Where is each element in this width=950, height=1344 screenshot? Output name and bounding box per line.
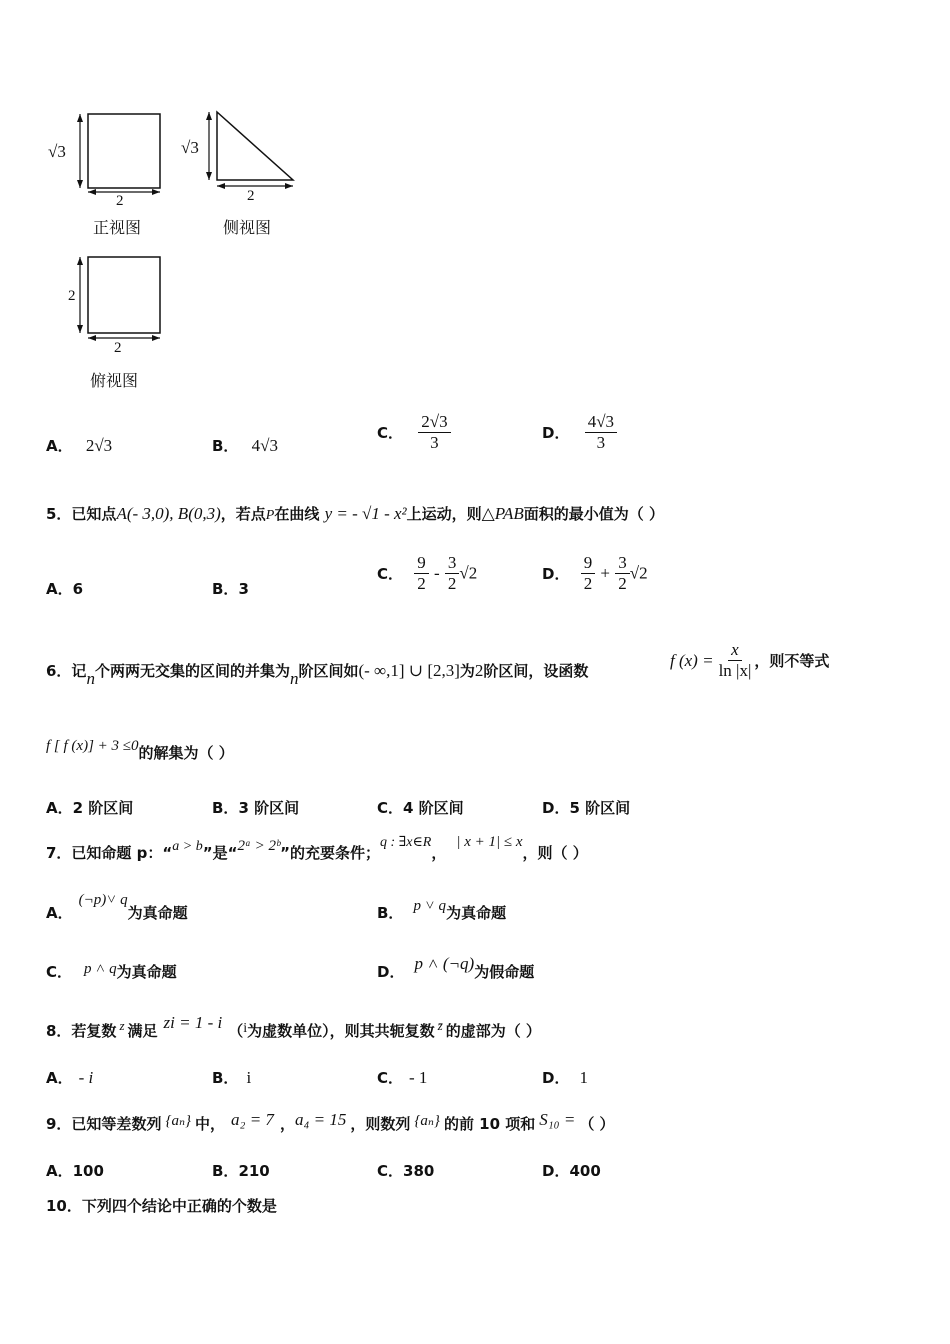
q7-quote: “ [227, 844, 238, 862]
q8-z: z [119, 1018, 125, 1033]
question-7 [46, 834, 588, 863]
q8-option-c[interactable] [377, 1067, 427, 1088]
q8-text: 的虚部为（ ） [445, 1022, 541, 1040]
fraction [414, 553, 429, 594]
q5-point-p: P [265, 508, 275, 523]
q6-inequality-line [46, 738, 234, 763]
q7-text: ， [431, 844, 447, 862]
q6-option-d[interactable] [542, 797, 630, 818]
fraction [585, 412, 617, 453]
q6-text: 的解集为（ ） [138, 744, 234, 762]
option-value: 为假命题 [474, 963, 535, 981]
q5-text: ，若点 [220, 505, 266, 523]
option-letter: B． [212, 799, 239, 817]
option-letter: A． [46, 437, 73, 455]
q7-expr: p ˄ q [84, 961, 117, 977]
fraction-numerator: x [728, 640, 742, 661]
option-value: 3 阶区间 [238, 799, 300, 817]
fraction-denominator: 2 [447, 574, 457, 593]
option-value: 210 [238, 1162, 270, 1180]
q7-quote: ” [202, 844, 213, 862]
option-value: 1 [579, 1068, 588, 1087]
question-6 [46, 660, 589, 688]
q5-option-c[interactable] [377, 553, 477, 594]
q7-quote: “ [162, 844, 173, 862]
q7-expr: p ˅ q [413, 898, 447, 914]
top-dim-left: 2 [68, 288, 76, 304]
q8-equation: zi = 1 - i [163, 1013, 223, 1032]
top-view-drawing [40, 245, 180, 350]
fraction-denominator: 2 [583, 574, 593, 593]
q8-text: 8．若复数 [46, 1022, 117, 1040]
fraction-numerator: 3 [615, 553, 630, 574]
question-5 [46, 503, 664, 524]
option-letter: D． [542, 565, 570, 583]
q6-interval: (- ∞,1] ∪ [2,3] [358, 661, 460, 680]
q4-option-a[interactable] [46, 435, 112, 456]
option-letter: A． [46, 1162, 73, 1180]
q5-text: 面积的最小值为（ ） [523, 505, 664, 523]
q8-option-b[interactable] [212, 1067, 251, 1088]
option-letter: C． [377, 1162, 404, 1180]
q5-text: 上运动，则 [406, 505, 482, 523]
option-letter: A． [46, 1069, 73, 1087]
option-letter: A． [46, 799, 73, 817]
option-value: 380 [403, 1162, 435, 1180]
front-dim-left: √3 [48, 142, 66, 161]
option-value: 3 [238, 580, 249, 598]
q9-s10: S₁₀ = [539, 1110, 576, 1129]
q7-text: 7．已知命题 p： [46, 844, 163, 862]
option-letter: D． [542, 799, 570, 817]
top-dim-bottom: 2 [114, 340, 122, 356]
side-view-figure [175, 100, 315, 240]
fraction [418, 412, 450, 453]
option-value: 4 阶区间 [403, 799, 464, 817]
q9-sequence: {aₙ} [414, 1113, 440, 1129]
q7-q: q : ∃x∈R [379, 835, 432, 850]
q6-text: 阶区间，设函数 [483, 662, 589, 680]
option-letter: C． [377, 799, 404, 817]
q7-expr: (¬p)˅ q [78, 892, 128, 908]
option-value: 为真命题 [446, 904, 507, 922]
q9-text: 的前 10 项和 [443, 1115, 536, 1133]
q9-text: ， [279, 1115, 295, 1133]
q6-text: 阶区间如 [298, 662, 359, 680]
option-letter: A． [46, 580, 73, 598]
q5-triangle: △PAB [481, 504, 524, 523]
q8-option-a[interactable] [46, 1067, 93, 1088]
q8-i: i [243, 1021, 248, 1036]
fraction-numerator: 4√3 [585, 412, 617, 433]
side-view-label: 侧视图 [223, 218, 272, 237]
q9-a4: a₄ = 15 [294, 1110, 347, 1129]
q7-abs: | x + 1| ≤ x [456, 834, 523, 850]
q9-text: 中， [195, 1115, 226, 1133]
option-letter: B． [377, 904, 404, 922]
fraction [615, 553, 630, 594]
fraction-denominator: 3 [430, 433, 439, 452]
q6-function [670, 640, 829, 681]
option-letter: B． [212, 1069, 239, 1087]
q7-expr: p ˄ (¬q) [414, 954, 475, 973]
q9-text: ，则数列 [350, 1115, 411, 1133]
q8-text: （ [228, 1022, 244, 1040]
q9-option-a[interactable] [46, 1160, 104, 1181]
option-value: 5 阶区间 [569, 799, 631, 817]
q9-option-c[interactable] [377, 1160, 434, 1181]
q6-n: n [86, 669, 95, 688]
option-letter: D． [377, 963, 405, 981]
q6-inequality: f [ f (x)] + 3 ≤0 [46, 738, 139, 754]
option-letter: B． [212, 437, 239, 455]
q6-text: 6．记 [46, 662, 87, 680]
front-view-figure [40, 100, 180, 240]
option-value: 2√3 [85, 436, 113, 455]
option-value: 为真命题 [116, 963, 177, 981]
option-letter: C． [377, 424, 404, 442]
fraction-denominator: ln |x| [718, 661, 752, 680]
q9-option-b[interactable] [212, 1160, 270, 1181]
question-9 [46, 1110, 615, 1134]
option-letter: D． [542, 1162, 570, 1180]
q4-option-d[interactable] [542, 412, 617, 453]
option-letter: B． [212, 1162, 239, 1180]
q8-option-d[interactable] [542, 1067, 588, 1088]
q5-curve: y = - √1 - x² [324, 504, 407, 523]
fraction-denominator: 2 [417, 574, 426, 593]
q5-option-d[interactable] [542, 553, 648, 594]
q8-zbar: z̄ [437, 1018, 443, 1033]
q7-option-d[interactable] [377, 954, 535, 982]
q6-text: ，则不等式 [754, 652, 830, 670]
option-value: 为真命题 [127, 904, 188, 922]
q6-text: 为 [459, 662, 475, 680]
q6-fx: f (x) = [670, 650, 714, 670]
option-letter: A． [46, 904, 73, 922]
q6-n: n [289, 669, 299, 688]
q8-text: 满足 [127, 1022, 158, 1040]
front-dim-bottom: 2 [116, 193, 124, 209]
fraction-numerator: 9 [581, 553, 596, 574]
q8-text: 为虚数单位），则其共轭复数 [247, 1022, 435, 1040]
operator: - [433, 563, 440, 583]
q7-option-a[interactable] [46, 892, 188, 923]
q6-option-a[interactable] [46, 797, 133, 818]
front-view-label: 正视图 [93, 218, 142, 237]
fraction-denominator: 2 [618, 574, 627, 593]
q7-option-c[interactable] [46, 961, 177, 982]
fraction-numerator: 3 [445, 553, 460, 574]
option-letter: C． [377, 565, 404, 583]
q7-text: 的充要条件； [289, 844, 380, 862]
fraction-numerator: 9 [414, 553, 429, 574]
option-letter: C． [377, 1069, 404, 1087]
operator: + [600, 563, 611, 583]
option-value: 6 [72, 580, 84, 598]
fraction-numerator: 2√3 [418, 412, 450, 433]
fraction [716, 640, 755, 681]
q5-text: 在曲线 [274, 505, 320, 523]
q9-text: （ ） [579, 1115, 615, 1133]
q7-quote: ” [280, 844, 290, 862]
q9-sequence: {aₙ} [165, 1113, 192, 1129]
option-value: 2 阶区间 [72, 799, 134, 817]
q4-option-c[interactable] [377, 412, 451, 453]
radical: √2 [629, 563, 648, 583]
option-value: 100 [72, 1162, 104, 1180]
q6-option-c[interactable] [377, 797, 464, 818]
option-value: 400 [569, 1162, 601, 1180]
q7-text: ，则（ ） [522, 844, 588, 862]
fraction [445, 553, 460, 594]
q7-option-b[interactable] [377, 898, 507, 923]
question-8 [46, 1013, 541, 1041]
q5-points: A(- 3,0), B(0,3) [116, 504, 221, 523]
q5-option-a[interactable] [46, 578, 83, 599]
option-value: - i [78, 1068, 94, 1087]
radical: √2 [459, 563, 478, 583]
fraction-denominator: 3 [596, 433, 606, 452]
option-value: - 1 [409, 1068, 428, 1087]
q6-text: 个两两无交集的区间的并集为 [94, 662, 290, 680]
option-letter: C． [46, 963, 73, 981]
q6-two: 2 [474, 661, 484, 680]
question-10: 10．下列四个结论中正确的个数是 [46, 1197, 277, 1215]
option-letter: B． [212, 580, 239, 598]
q5-option-b[interactable] [212, 578, 249, 599]
side-dim-left: √3 [181, 138, 199, 157]
q9-option-d[interactable] [542, 1160, 601, 1181]
option-letter: D． [542, 1069, 570, 1087]
q9-a2: a₂ = 7 [231, 1110, 274, 1129]
q7-ab: a > b [172, 839, 203, 854]
top-view-figure [40, 245, 180, 395]
q5-text: 5．已知点 [46, 505, 117, 523]
top-view-label: 俯视图 [90, 371, 139, 390]
option-value: i [246, 1068, 252, 1087]
q7-text: 是 [212, 844, 228, 862]
q9-text: 9．已知等差数列 [46, 1115, 162, 1133]
option-letter: D． [542, 424, 570, 442]
side-dim-bottom: 2 [247, 188, 255, 204]
q6-option-b[interactable] [212, 797, 299, 818]
q4-option-b[interactable] [212, 435, 278, 456]
option-value: 4√3 [251, 436, 279, 455]
q7-pow: 2ᵃ > 2ᵇ [237, 838, 281, 854]
fraction [581, 553, 596, 594]
